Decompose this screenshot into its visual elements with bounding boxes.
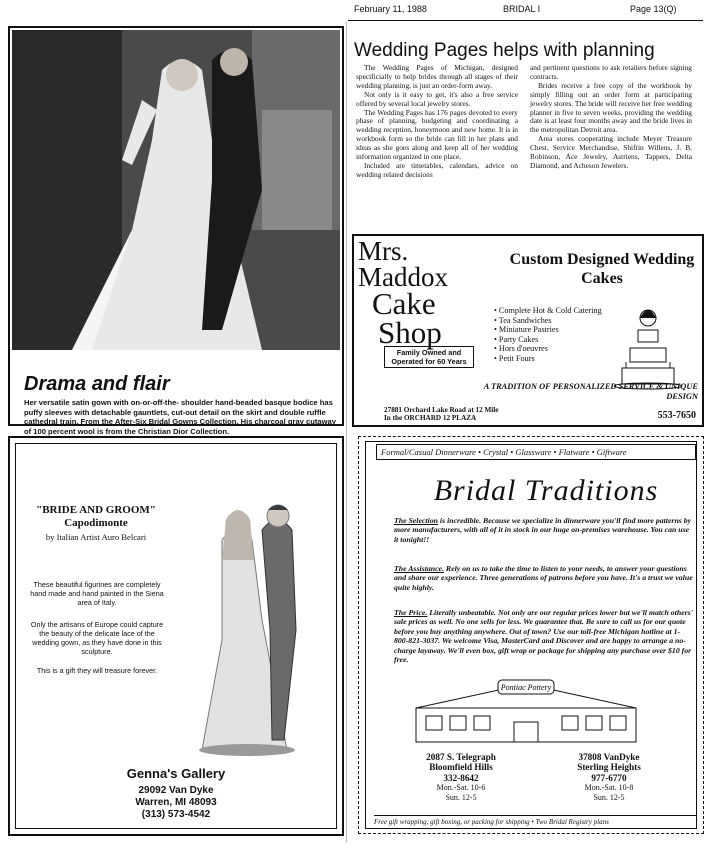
gallery-address — [16, 785, 336, 821]
street: 37808 VanDyke — [578, 752, 640, 762]
article-paragraph: The Wedding Pages of Michigan, designed specificially to help brides through all stages of their wedding planning, is just an order-form away. — [356, 63, 518, 90]
store-sign: Pontiac Pottery — [500, 683, 552, 692]
bridal-traditions-title: Bridal Traditions — [433, 474, 659, 507]
product-banner: Formal/Casual Dinnerware • Crystal • Glassware • Flatware • Giftware — [376, 444, 696, 460]
ad-paragraph: These beautiful figurines are completely hand made and hand painted in the Siena area of Italy. — [30, 580, 164, 608]
phone: 977-6770 — [591, 772, 627, 783]
storefront-illustration — [406, 678, 646, 744]
store-location-bloomfield — [396, 752, 526, 802]
ad-frame — [365, 441, 697, 829]
bridal-traditions-ad — [358, 436, 704, 834]
artist-credit: by Italian Artist Auro Belcari — [45, 532, 147, 542]
ad-frame — [15, 443, 337, 829]
address-line: 27881 Orchard Lake Road at 12 Mile — [384, 406, 499, 414]
ad-paragraph: This is a gift they will treasure forever. — [36, 666, 158, 675]
photo-caption: Her versatile satin gown with on-or-off-the- shoulder hand-beaded basque bodice has puffy sleeves with detachable gauntlets, cut-out detail on the skirt and double ruffle cathedral train. From the After-Six Bridal Gowns Collection. His charcoal gray cutaway of 100 percent wool is from the Christian Dior Collection. — [24, 398, 336, 436]
store-location-sterling — [544, 752, 674, 802]
wedding-cake-icon — [612, 298, 684, 390]
list-item: • Tea Sandwiches — [494, 316, 602, 326]
ad-paragraph — [394, 608, 694, 664]
paragraph-lead: The Selection — [394, 516, 438, 525]
street: 2087 S. Telegraph — [426, 752, 496, 762]
photo-title: Drama and flair — [24, 373, 170, 395]
article-paragraph: Area stores cooperating include Meyer Treasure Chest, Service Merchandise, Shifrin Willens, J. B. Robinson, Ace Jewelry, Astriens, Tappers, Delta Diamond, and Acheson Jewelers. — [530, 134, 692, 170]
article-paragraph: Not only is it easy to get, it's also a free service offered by several local jewelry stores. — [356, 89, 518, 108]
shop-phone: 553-7650 — [657, 410, 696, 421]
paragraph-body: is incredible. Because we specialize in dinnerware you'll find more patterns by more manufacturers, with all of it in stock in our huge on-premises warehouse. You can use it tonight!! — [394, 516, 692, 544]
logo-line: Mrs. — [358, 236, 409, 266]
maddox-cake-shop-ad — [352, 234, 704, 427]
hours: Sun. 12-5 — [445, 792, 477, 802]
article-paragraph: Included are timetables, calendars, advice on wedding related decisions — [356, 160, 518, 179]
services-list — [494, 306, 602, 364]
section-name: BRIDAL I — [503, 4, 541, 14]
gennas-gallery-ad — [8, 436, 344, 836]
header-rule — [348, 20, 703, 21]
paragraph-body: Rely on us to take the time to listen to your needs, to answer your questions and share our experience. Three generations of patrons before you have. It's a trust we value quite highly. — [394, 564, 693, 592]
figurine-image — [192, 480, 312, 760]
wedding-couple-photo — [12, 30, 340, 350]
figurine-title: "BRIDE AND GROOM" Capodimonte — [36, 504, 156, 529]
logo-line: Cake — [372, 286, 436, 321]
ad-paragraph — [394, 516, 694, 544]
phone: 332-8642 — [443, 772, 479, 783]
logo-line: Maddox — [358, 262, 448, 292]
paragraph-lead: The Price. — [394, 608, 428, 617]
gallery-name: Genna's Gallery — [126, 766, 226, 781]
tradition-tagline: A TRADITION OF PERSONALIZED SERVICE & UNIQUE DESIGN — [483, 382, 698, 401]
city: Sterling Heights — [577, 762, 641, 773]
list-item: • Party Cakes — [494, 335, 602, 345]
maddox-logo — [358, 238, 473, 348]
address-line: In the ORCHARD 12 PLAZA — [384, 414, 477, 423]
phone-line: (313) 573-4542 — [141, 809, 211, 820]
address-line: 29092 Van Dyke — [138, 785, 214, 796]
article-headline: Wedding Pages helps with planning — [354, 40, 655, 61]
services-footer: Free gift wrapping, gift boxing, or packing for shipping • Two Bridal Registry plans — [374, 815, 696, 826]
article-column-1 — [356, 64, 518, 180]
shop-address — [384, 406, 498, 423]
article-paragraph: The Wedding Pages has 176 pages devoted to every phase of planning, budgeting and coordinating a wedding reception, honeymoon and new home. It is in workbook form so the bride can fill in her plans and ideas as she goes along and keep all of her wedding information organized in one place. — [356, 107, 518, 162]
logo-line: Shop — [378, 315, 442, 350]
ad-paragraph — [394, 564, 694, 592]
list-item: • Miniature Pastries — [494, 325, 602, 335]
city: Bloomfield Hills — [429, 762, 493, 773]
article-paragraph: Brides receive a free copy of the workbook by simply filling out an order form at participating jewelry stores. The bride will receive her free wedding planner in five to seven weeks, providing the wedding date is at least four months away and the bride lives in the metropolitan Detroit area. — [530, 80, 692, 135]
list-item: • Petit Fours — [494, 354, 602, 364]
paragraph-body: Literally unbeatable. Not only are our regular prices lower but we'll match others' sale prices as well. No one sells for less. We guarantee that. Be sure to call us for our quote before you buy anything anywhere. Out of town? Use our toll-free Michigan hotline at 1-800-821-3037. We welcome Visa, MasterCard and Discover and are happy to arrange a no-charge layaway. We'll even box, gift wrap or package for shipping any purchase over $10 for free. — [394, 608, 693, 665]
photo-feature — [8, 26, 344, 436]
article-column-2 — [530, 64, 692, 171]
cake-headline: Custom Designed Wedding Cakes — [509, 251, 695, 287]
family-owned-tag: Family Owned and Operated for 60 Years — [384, 346, 474, 368]
address-line: Warren, MI 48093 — [135, 797, 217, 808]
hours: Mon.-Sat. 10-8 — [584, 783, 634, 793]
article-paragraph: and pertinent questions to ask retailers before signing contracts. — [530, 63, 692, 81]
page-number: Page 13(Q) — [630, 4, 677, 14]
column-divider — [346, 22, 347, 842]
issue-date: February 11, 1988 — [354, 4, 427, 14]
hours: Mon.-Sat. 10-6 — [436, 783, 486, 793]
ad-paragraph: Only the artisans of Europe could capture the beauty of the delicate lace of the wedding gown, as they have done in this sculpture. — [30, 620, 164, 657]
paragraph-lead: The Assistance. — [394, 564, 444, 573]
list-item: • Complete Hot & Cold Catering — [494, 306, 602, 316]
hours: Sun. 12-5 — [593, 792, 625, 802]
list-item: • Hors d'oeuvres — [494, 344, 602, 354]
